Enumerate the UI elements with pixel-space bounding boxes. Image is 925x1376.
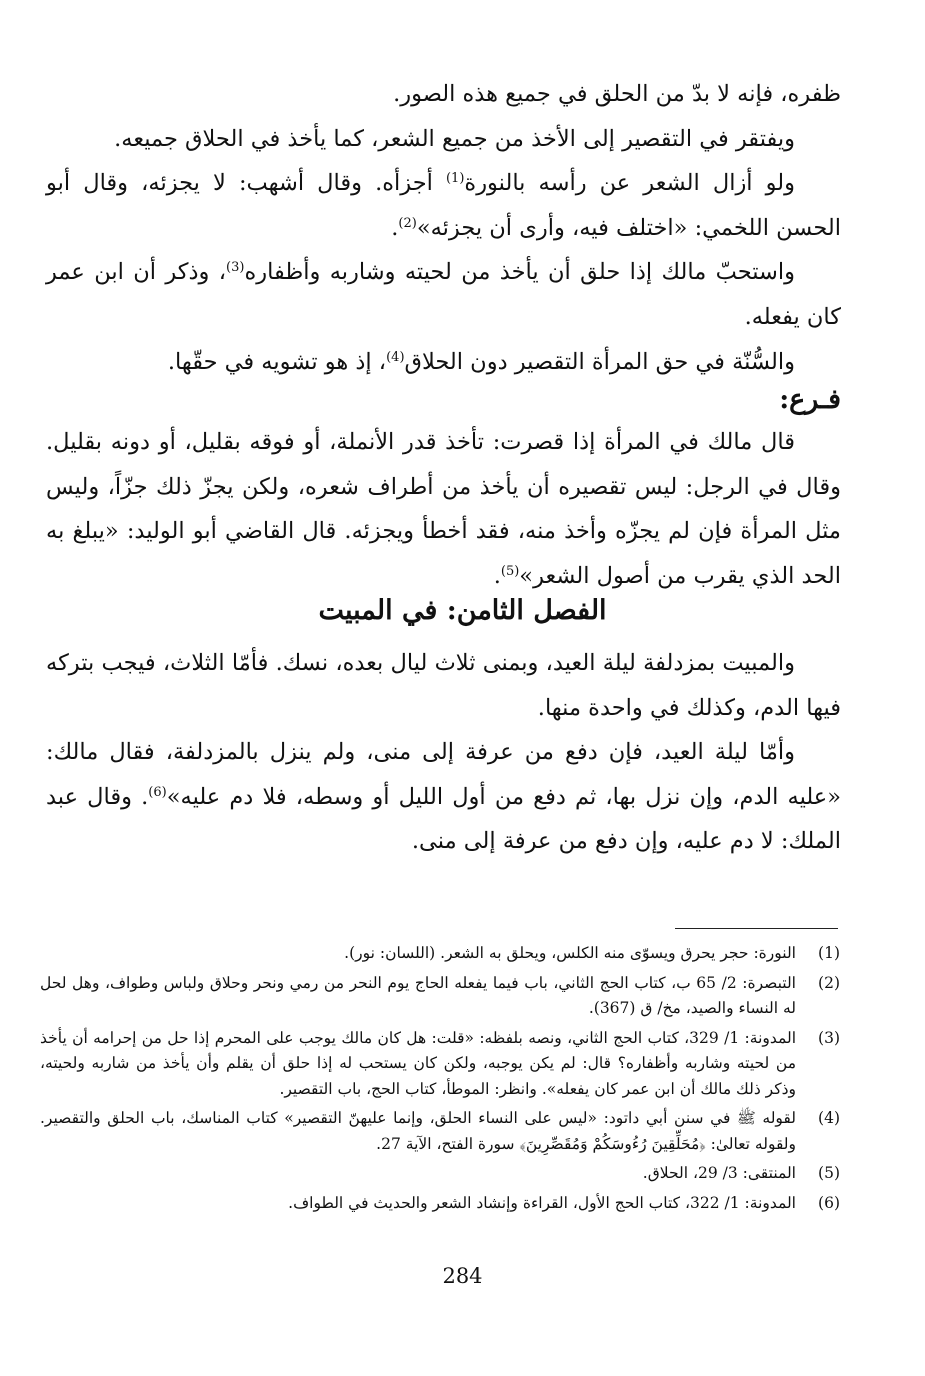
paragraph: والسُّنّة في حق المرأة التقصير دون الحلاق$^{(4)}$، إذ هو تشويه في حقّها. bbox=[167, 348, 795, 375]
footnote bbox=[40, 1191, 840, 1217]
footnote-ref: (1) bbox=[445, 171, 465, 187]
footnote-text: المنتقى: 3/ 29، الحلاق. bbox=[642, 1164, 796, 1182]
footnote-separator bbox=[675, 928, 838, 929]
footnote-number: (6) bbox=[818, 1193, 840, 1212]
paragraph: ظفره، فإنه لا بدّ من الحلق في جميع هذه الصور. bbox=[393, 81, 841, 107]
paragraph: والمبيت بمزدلفة ليلة العيد، وبمنى ثلاث ليال بعده، نسك. فأمّا الثلاث، فيجب بتركه فيها الدم، وكذلك في واحدة منها. bbox=[46, 650, 841, 721]
text-block-2 bbox=[46, 420, 841, 598]
branch-heading: فـرع: bbox=[779, 384, 841, 415]
footnote-ref: (4) bbox=[386, 349, 405, 365]
footnote bbox=[40, 941, 840, 967]
footnote-number: (2) bbox=[818, 973, 840, 992]
footnote bbox=[40, 1026, 840, 1103]
footnote bbox=[40, 1161, 840, 1187]
footnote-number: (4) bbox=[818, 1109, 840, 1127]
paragraph: قال مالك في المرأة إذا قصرت: تأخذ قدر الأنملة، أو فوقه بقليل، أو دونه بقليل. وقال في الرجل: ليس تقصيره أن يأخذ من أطراف شعره، ولكن يجزّ ذلك جزّاً، وليس مثل المرأة فإن لم يجزّه وأخذ منه، فقد أخطأ ويجزئه. قال القاضي أبو الوليد: «يبلغ به الحد الذي يقرب من أصول الشعر»$^{(5)}$. bbox=[46, 429, 841, 589]
paragraph: واستحبّ مالك إذا حلق أن يأخذ من لحيته وشاربه وأظفاره$^{(3)}$، وذكر أن ابن عمر كان يفعله. bbox=[46, 259, 841, 330]
chapter-heading: الفصل الثامن: في المبيت bbox=[318, 595, 607, 626]
footnote-number: (5) bbox=[818, 1164, 840, 1182]
footnote-text: لقوله ﷺ في سنن أبي داتود: «ليس على النساء الحلق، وإنما عليهنّ التقصير» كتاب المناسك، باب الحلق والتقصير. ولقوله تعالىٰ: ﴿مُحَلِّقِينَ رُءُوسَكُمْ وَمُقَصِّرِينَ﴾ سورة الفتح، الآية 27. bbox=[40, 1109, 796, 1153]
footnote-ref: (2) bbox=[398, 215, 417, 231]
footnote-ref: (5) bbox=[500, 563, 520, 579]
footnote-text: المدونة: 1/ 329، كتاب الحج الثاني، ونصه بلفظه: «قلت: هل كان مالك يوجب على المحرم إذا حل من إحرامه أن يأخذ من لحيته وشاربه وأظفاره؟ قال: لم يكن يوجبه، ولكن كان يستحب له إذا حلق أن يقلم وأن يأخذ من شاربه ولحيته، وذكر ذلك مالك أن ابن عمر كان يفعله». وانظر: الموطأ، كتاب الحج، باب التقصير. bbox=[40, 1028, 796, 1098]
footnote-text: المدونة: 1/ 322، كتاب الحج الأول، القراءة وإنشاد الشعر والحديث في الطواف. bbox=[288, 1193, 796, 1212]
paragraph: وأمّا ليلة العيد، فإن دفع من عرفة إلى منى، ولم ينزل بالمزدلفة، فقال مالك: «عليه الدم، وإن نزل بها، ثم دفع من أول الليل أو وسطه، فلا دم عليه»$^{(6)}$. وقال عبد الملك: لا دم عليه، وإن دفع من عرفة إلى منى. bbox=[46, 739, 842, 855]
footnote-text: التبصرة: 2/ 65 ب، كتاب الحج الثاني، باب فيما يفعله الحاج يوم النحر من رمي ونحر وحلاق ولباس وطواف، وهل لحل له النساء والصيد، مخ/ ق (367). bbox=[40, 973, 796, 1017]
paragraph: ويفتقر في التقصير إلى الأخذ من جميع الشعر، كما يأخذ في الحلاق جميعه. bbox=[114, 125, 795, 152]
footnote bbox=[40, 971, 840, 1022]
footnote-ref: (6) bbox=[148, 784, 167, 800]
footnote-text: النورة: حجر يحرق ويسوّى منه الكلس، ويحلق به الشعر. (اللسان: نور). bbox=[344, 944, 796, 962]
footnote bbox=[40, 1106, 840, 1157]
footnote-number: (1) bbox=[818, 944, 840, 962]
page-number: 284 bbox=[442, 1264, 483, 1288]
footnotes bbox=[40, 941, 840, 1220]
text-block-3 bbox=[46, 641, 841, 864]
footnote-number: (3) bbox=[818, 1028, 840, 1047]
paragraph: ولو أزال الشعر عن رأسه بالنورة$^{(1)}$ أجزأه. وقال أشهب: لا يجزئه، وقال أبو الحسن اللخمي: «اختلف فيه، وأرى أن يجزئه»$^{(2)}$. bbox=[46, 170, 841, 241]
footnote-ref: (3) bbox=[226, 260, 245, 276]
text-block-1 bbox=[46, 72, 841, 384]
